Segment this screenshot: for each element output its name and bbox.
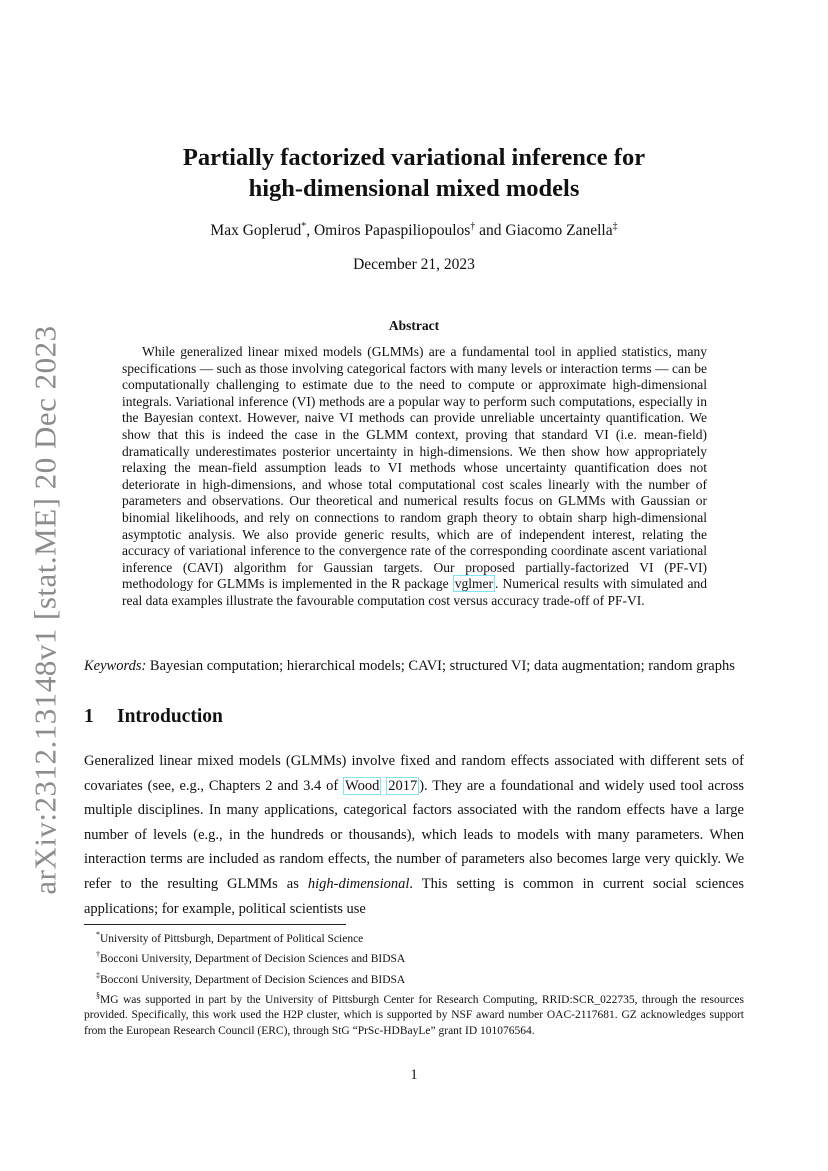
author-name: Omiros Papaspiliopoulos	[313, 222, 471, 240]
footnote-marker: †	[96, 950, 100, 960]
footnote-mark[interactable]: †	[470, 221, 476, 232]
page-number: 1	[410, 1067, 418, 1083]
author-list	[100, 221, 728, 240]
paper-title	[120, 142, 708, 204]
intro-text: . This setting is common in current social sciences applications; for example, political scientists use	[84, 875, 745, 917]
footnote	[84, 968, 744, 988]
section-number: 1	[84, 706, 94, 727]
section-title: Introduction	[117, 706, 223, 727]
package-link[interactable]: vglmer	[454, 576, 493, 592]
abstract-heading: Abstract	[388, 318, 440, 333]
section-heading	[84, 706, 223, 728]
footnote-text: Bocconi University, Department of Decision Sciences and BIDSA	[100, 973, 406, 986]
footnote-text: MG was supported in part by the University of Pittsburgh Center for Research Computing, RRID:SCR_022735, through the resources provided. Specifically, this work used the H2P cluster, which is supported by NSF award number OAC-2117681. GZ acknowledges support from the European Research Council (ERC), through StG “PrSc-HDBayLe” grant ID 101076564.	[84, 993, 744, 1037]
intro-text: ). They are a foundational and widely used tool across multiple disciplines. In many applications, categorical factors associated with the random effects have a large number of levels (e.g., in the hundreds or thousands), which leads to models with many parameters. When interaction terms are included as random effects, the number of parameters also becomes large very quickly. We refer to the resulting GLMMs as	[84, 777, 745, 892]
keywords-text: Bayesian computation; hierarchical models; CAVI; structured VI; data augmentation; random graphs	[146, 658, 735, 674]
footnote-mark[interactable]: ‡	[612, 221, 618, 232]
footnote	[84, 927, 744, 947]
intro-text: Generalized linear mixed models (GLMMs) involve fixed and random effects associated with different sets of covariates (see, e.g., Chapters 2 and 3.4 of	[84, 753, 744, 794]
paper-title-line-1: Partially factorized variational inference for	[182, 144, 646, 171]
author-name: Max Goplerud	[210, 222, 302, 240]
paper-date: December 21, 2023	[353, 256, 475, 273]
author-name: Giacomo Zanella	[505, 222, 613, 240]
intro-paragraph	[84, 749, 744, 921]
footnote-rule	[84, 924, 346, 925]
footnote-marker: §	[96, 990, 100, 1000]
abstract-text-part: While generalized linear mixed models (GLMMs) are a fundamental tool in applied statistics, many specifications — such as those involving categorical factors with many levels or interaction terms — can be computationally challenging to estimate due to the need to compute or approximate high-dimensional integrals. Variational inference (VI) methods are a popular way to perform such computations, especially in the Bayesian context. However, naive VI methods can provide unreliable uncertainty quantification. We show that this is indeed the case in the GLMM context, proving that standard VI (i.e. mean-field) dramatically underestimates posterior uncertainty in high-dimensions. We then show how appropriately relaxing the mean-field assumption leads to VI methods whose uncertainty quantification does not deteriorate in high-dimensions, and whose total computational cost scales linearly with the number of parameters and observations. Our theoretical and numerical results focus on GLMMs with Gaussian or binomial likelihoods, and rely on connections to random graph theory to obtain sharp high-dimensional asymptotic analysis. We also provide generic results, which are of independent interest, relating the accuracy of variational inference to the convergence rate of the corresponding coordinate ascent variational inference (CAVI) algorithm for Gaussian targets. Our proposed partially-factorized VI (PF-VI) methodology for GLMMs is implemented in the R package	[122, 344, 707, 592]
footnote-text: Bocconi University, Department of Decision Sciences and BIDSA	[100, 953, 406, 966]
arxiv-identifier-text: arXiv:2312.13148v1 [stat.ME] 20 Dec 2023	[28, 325, 64, 895]
author-separator: ,	[306, 222, 314, 240]
intro-emphasis: high-dimensional	[307, 875, 410, 892]
footnote-marker: *	[96, 930, 100, 939]
abstract-text-part: . Numerical results with simulated and real data examples illustrate the favourable computation cost versus accuracy trade-off of PF-VI.	[122, 576, 707, 608]
author-separator: and	[475, 222, 506, 240]
keywords-label: Keywords:	[84, 658, 147, 674]
paper-title-line-2: high-dimensional mixed models	[248, 175, 580, 202]
footnote-mark[interactable]: *	[301, 221, 307, 232]
footnote	[84, 988, 744, 1039]
keywords	[84, 656, 744, 676]
citation-link-year[interactable]: 2017	[388, 777, 418, 794]
footnote	[84, 947, 744, 967]
footnote-text: University of Pittsburgh, Department of Political Science	[100, 932, 364, 945]
abstract-text	[122, 344, 707, 610]
citation-link-author[interactable]: Wood	[345, 777, 380, 794]
footnotes	[84, 927, 744, 1039]
arxiv-identifier	[26, 325, 66, 895]
footnote-marker: ‡	[96, 970, 100, 980]
